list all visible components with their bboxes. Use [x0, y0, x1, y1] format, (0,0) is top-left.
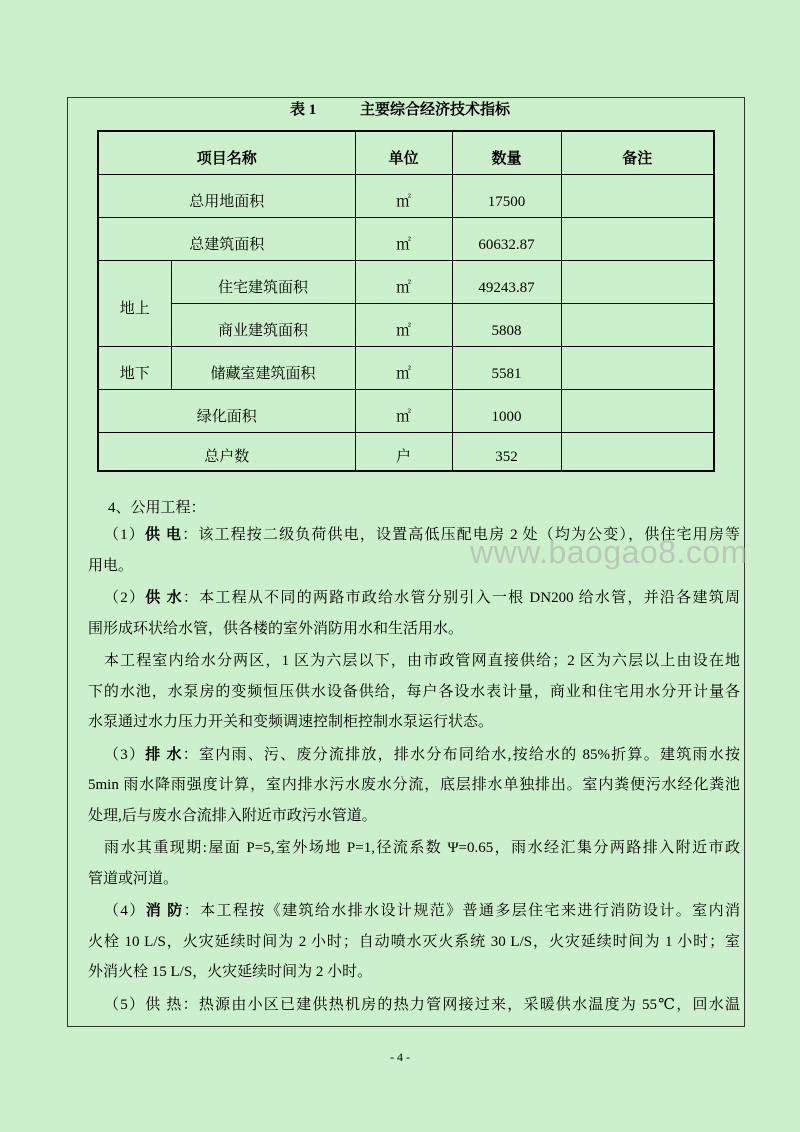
text-line — [88, 740, 740, 771]
paragraph — [88, 833, 740, 894]
row-unit: 户 — [355, 432, 452, 471]
item-number: （3） — [104, 746, 146, 763]
row-name: 商业建筑面积 — [171, 303, 355, 346]
item-label: 供 电 — [144, 527, 183, 543]
line-text: ：本工程按《建筑给水排水设计规范》普通多层住宅来进行消防设计。室内消 — [183, 903, 740, 919]
row-value: 5808 — [452, 303, 561, 346]
item-label: 消 防 — [145, 903, 184, 919]
text-line — [88, 583, 740, 614]
line-text: 本工程室内给水分两区，1 区为六层以下，由市政管网直接供给；2 区为六层以上由设在地 — [104, 653, 740, 669]
group-above-ground: 地上 — [98, 260, 171, 346]
row-name: 住宅建筑面积 — [171, 260, 355, 303]
table-title: 主要综合经济技术指标 — [360, 102, 511, 118]
text-line — [88, 864, 740, 895]
page-number: - 4 - — [390, 1050, 410, 1064]
header-unit: 单位 — [355, 131, 452, 174]
item-label: 供 热 — [145, 996, 183, 1013]
row-name: 绿化面积 — [98, 389, 355, 432]
row-name: 总建筑面积 — [98, 217, 355, 260]
text-line — [88, 957, 740, 988]
indicators-table — [97, 130, 715, 472]
table-row — [98, 174, 714, 217]
paragraph — [88, 990, 740, 1021]
header-item-name: 项目名称 — [98, 131, 355, 174]
item-label: 排 水 — [145, 746, 183, 763]
row-unit: ㎡ — [355, 174, 452, 217]
row-unit: ㎡ — [355, 217, 452, 260]
table-row — [98, 432, 714, 471]
body-text — [88, 520, 740, 1020]
header-note: 备注 — [561, 131, 714, 174]
text-line — [88, 677, 740, 708]
text-line — [88, 896, 740, 927]
text-line — [88, 770, 740, 801]
line-text: ：本工程从不同的两路市政给水管分别引入一根 DN200 给水管，并沿各建筑周 — [182, 590, 740, 606]
item-number: （4） — [104, 903, 146, 919]
paragraph — [88, 896, 740, 988]
item-label: 供 水 — [145, 590, 183, 606]
table-row — [98, 260, 714, 303]
row-value: 17500 — [452, 174, 561, 217]
text-line — [88, 646, 740, 677]
line-text: 5min 雨水降雨强度计算，室内排水污水废水分流，底层排水单独排出。室内粪便污水经化粪池 — [88, 777, 740, 793]
paragraph — [88, 646, 740, 738]
line-text: ：热源由小区已建供热机房的热力管网接过来，采暖供水温度为 55℃，回水温 — [182, 996, 740, 1013]
table-row — [98, 389, 714, 432]
row-note — [561, 174, 714, 217]
row-name: 总户数 — [98, 432, 355, 471]
line-text: 火栓 10 L/S，火灾延续时间为 2 小时；自动喷水灭火系统 30 L/S，火灾延续时间为 1 小时；室 — [88, 933, 740, 950]
row-value: 60632.87 — [452, 217, 561, 260]
row-note — [561, 260, 714, 303]
row-note — [561, 432, 714, 471]
text-line — [88, 990, 740, 1021]
row-value: 1000 — [452, 389, 561, 432]
row-unit: ㎡ — [355, 346, 452, 389]
item-number: （5） — [104, 996, 146, 1013]
table-row — [98, 303, 714, 346]
text-line — [88, 707, 740, 738]
paragraph — [88, 583, 740, 644]
text-line — [88, 927, 740, 958]
text-line — [88, 801, 740, 832]
table-number: 表 1 — [290, 102, 317, 118]
table-row — [98, 217, 714, 260]
row-unit: ㎡ — [355, 303, 452, 346]
watermark: www.baogao8.com — [470, 534, 748, 570]
row-unit: ㎡ — [355, 260, 452, 303]
row-note — [561, 217, 714, 260]
line-text: 水泵通过水力压力开关和变频调速控制柜控制水泵运行状态。 — [88, 714, 494, 730]
row-note — [561, 389, 714, 432]
text-line — [88, 833, 740, 864]
line-text: 用电。 — [88, 557, 134, 574]
row-unit: ㎡ — [355, 389, 452, 432]
row-value: 49243.87 — [452, 260, 561, 303]
table-header-row — [98, 131, 714, 174]
group-below-ground: 地下 — [98, 346, 171, 389]
line-text: ：室内雨、污、废分流排放，排水分布同给水,按给水的 85%折算。建筑雨水按 — [182, 746, 740, 763]
row-note — [561, 303, 714, 346]
line-text: 处理,后与废水合流排入附近市政污水管道。 — [88, 807, 377, 824]
line-text: 外消火栓 15 L/S，火灾延续时间为 2 小时。 — [88, 964, 373, 980]
section-heading: 4、公用工程： — [108, 500, 206, 516]
line-text: ：该工程按二级负荷供电，设置高低压配电房 2 处（均为公变），供住宅用房等 — [182, 527, 740, 543]
table-row — [98, 346, 714, 389]
line-text: 下的水池，水泵房的变频恒压供水设备供给，每户各设水表计量，商业和住宅用水分开计量各 — [88, 683, 740, 700]
line-text: 管道或河道。 — [88, 870, 179, 887]
row-name: 总用地面积 — [98, 174, 355, 217]
line-text: 围形成环状给水管，供各楼的室外消防用水和生活用水。 — [88, 620, 464, 637]
text-line — [88, 614, 740, 645]
line-text: 雨水其重现期:屋面 P=5,室外场地 P=1,径流系数 Ψ=0.65，雨水经汇集分两路排入附近市政 — [104, 840, 740, 856]
row-note — [561, 346, 714, 389]
paragraph — [88, 740, 740, 832]
row-value: 5581 — [452, 346, 561, 389]
row-name: 储藏室建筑面积 — [171, 346, 355, 389]
item-number: （1） — [104, 527, 145, 543]
row-value: 352 — [452, 432, 561, 471]
header-quantity: 数量 — [452, 131, 561, 174]
item-number: （2） — [104, 590, 146, 606]
